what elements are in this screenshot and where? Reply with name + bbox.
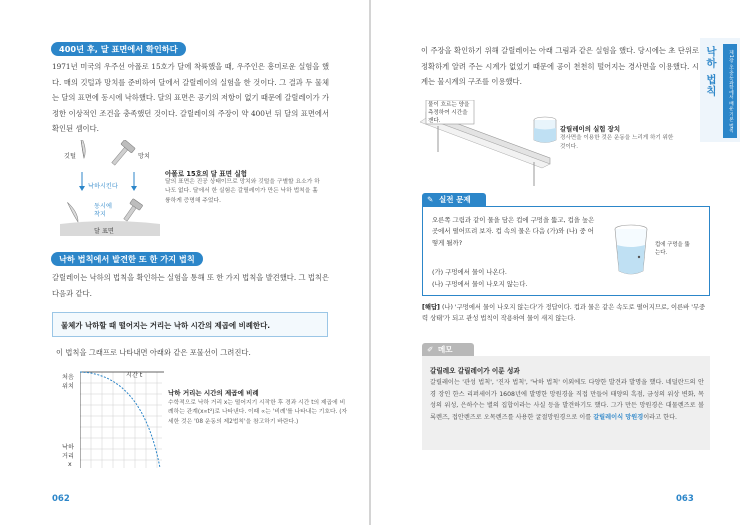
another-law-paragraph: 갈릴레이는 낙하의 법칙을 확인하는 실험을 통해 또 한 가지 법칙을 발견했다. 그 법칙은 다음과 같다.: [52, 273, 329, 298]
hammer-bottom-icon: [120, 199, 142, 224]
law-statement-box: [52, 312, 328, 337]
moon-experiment-caption-title: 아폴로 15호의 달 표면 실험: [165, 170, 248, 178]
initial-position-label-2: 위치: [62, 383, 74, 390]
problem-question: 오른쪽 그림과 같이 물을 담은 컵에 구멍을 뚫고, 컵을 높은 곳에서 떨어뜨려 보자. 컵 속의 물은 다음 (가)와 (나) 중 어떻게 될까?: [432, 216, 595, 247]
falls-label: 낙하시킨다: [88, 183, 118, 190]
graph-caption-desc: 수학적으로 낙하 거리 x는 떨어지기 시작한 후 경과 시간 t의 제곱에 비례하는 관계(x∝t²)로 나타낸다. 이때 ∝는 '비례'를 나타내는 기호다. (자세한 것은 '08 운동의 제2법칙'을 참고하기 바란다.): [168, 400, 348, 425]
memo-text-main: 갈릴레이는 '관성 법칙', '진자 법칙', '낙하 법칙' 이외에도 다양한 발견과 발명을 했다. 네덜란드의 안경 장인 한스 리퍼세이가 1608년에 발명한 망원경을 직접 만들어 태양의 흑점, 금성의 위상 변화, 목성의 위성, 은하수는 별의 집합이라는 사실 등을 발견하기도 했다. 그가 만든 망원경은 대물렌즈로 볼록렌즈, 접안렌즈로 오목렌즈를 사용한 굴절망원경으로 이를: [430, 379, 704, 421]
fall-distance-graph: [80, 368, 166, 470]
choice-a: (가) 구멍에서 물이 나온다.: [432, 268, 507, 276]
time-axis-label: 시간 t: [126, 372, 143, 379]
memo-box: [422, 356, 710, 450]
hammer-label: 망치: [138, 153, 150, 160]
cup-label: 컵에 구멍을 뚫는다.: [655, 242, 690, 256]
graph-caption-title: 낙하 거리는 시간의 제곱에 비례: [168, 389, 259, 397]
memo-tab-label: 메모: [438, 345, 453, 354]
graph-intro-text: 이 법칙을 그래프로 나타내면 아래와 같은 포물선이 그려진다.: [56, 348, 251, 357]
choice-b: (나) 구멍에서 물이 나오지 않는다.: [432, 280, 528, 288]
simultaneous-label: 동시에 착지: [94, 203, 112, 218]
moon-surface-label: 달 표면: [94, 228, 114, 235]
moon-experiment-caption-desc: 달의 표면은 진공 상태이므로 망치와 깃털을 구별할 요소가 하나도 없다. 달에서 한 실험은 갈릴레이가 만든 낙하 법칙을 훌륭하게 증명해 주었다.: [165, 179, 320, 204]
galileo-experiment-intro: 이 주장을 확인하기 위해 갈릴레이는 아래 그림과 같은 실험을 했다. 당시에는 초 단위로 정확하게 알려 주는 시계가 없었기 때문에 공이 천천히 떨어지는 경사면을 이용했다. 시계는 물시계의 구조를 이용했다.: [421, 46, 699, 87]
section-heading-moon-test: 400년 후, 달 표면에서 확인하다: [51, 42, 186, 56]
answer-paragraph: [422, 303, 710, 324]
hammer-top-icon: [108, 140, 135, 168]
feather-label: 깃털: [64, 153, 76, 160]
chapter-side-subtitle: 제1장 초·중등과학에서 배운 기본 법칙: [723, 44, 737, 138]
practice-problem-tab: [422, 193, 486, 206]
pencil-icon: ✎: [427, 195, 434, 204]
device-title: 갈릴레이의 실험 장치: [560, 125, 621, 133]
memo-title: 갈릴레오 갈릴레이가 이룬 성과: [430, 367, 520, 375]
answer-prefix: [해답]: [422, 304, 440, 311]
device-desc: 경사면을 이용한 것은 운동을 느리게 하기 위한 것이다.: [560, 135, 674, 150]
chapter-side-tab: [700, 38, 740, 142]
water-container-icon: [532, 116, 558, 144]
initial-position-label-1: 처음: [62, 374, 74, 381]
feather-bottom-icon: [62, 202, 84, 222]
section-heading-another-law: 낙하 법칙에서 발견한 또 한 가지 법칙: [51, 252, 203, 266]
memo-highlight: 갈릴레이식 망원경: [593, 413, 644, 421]
chapter-side-title: 낙하 법칙: [705, 46, 717, 97]
fall-distance-label-2: 거리: [62, 453, 74, 460]
law-statement: 물체가 낙하할 때 떨어지는 거리는 낙하 시간의 제곱에 비례한다.: [61, 321, 271, 330]
page-number-right: 063: [676, 494, 694, 504]
water-clock-label: 물이 흐르는 양을 측정하여 시간을 잰다.: [428, 102, 470, 124]
moon-test-paragraph: 1971년 미국의 우주선 아폴로 15호가 달에 착륙했을 때, 우주인은 흥미로운 실험을 했다. 매의 깃털과 망치를 준비하여 달에서 갈릴레이의 실험을 한 것이다. 그 결과 두 물체는 달의 표면에 동시에 낙하했다. 달의 표면은 공기의 저항이 없기 때문에 갈릴레이가 가정한 이상적인 조건을 충족했던 것이다. 갈릴레이의 주장이 약 400년 뒤 달의 표면에서 확인된 셈이다.: [52, 62, 329, 134]
left-page: [0, 0, 369, 525]
cup-with-hole-icon: [609, 223, 653, 277]
memo-text: [430, 377, 704, 423]
fall-distance-label-1: 낙하: [62, 444, 74, 451]
answer-text: (나) '구멍에서 물이 나오지 않는다'가 정답이다. 컵과 물은 같은 속도로 떨어지므로, 이른바 '무중력 상태'가 되고 관성 법칙이 작용하여 물이 새지 않는다.: [422, 304, 706, 322]
memo-text-end: 이라고 한다.: [643, 413, 678, 421]
page-number-left: 062: [52, 494, 70, 504]
memo-tab: [422, 343, 474, 356]
x-axis-label: x: [68, 461, 72, 468]
practice-problem-box: [422, 206, 710, 296]
memo-pen-icon: ✐: [427, 345, 434, 354]
practice-problem-title: 실전 문제: [439, 195, 471, 204]
parabola-curve: [80, 372, 160, 468]
